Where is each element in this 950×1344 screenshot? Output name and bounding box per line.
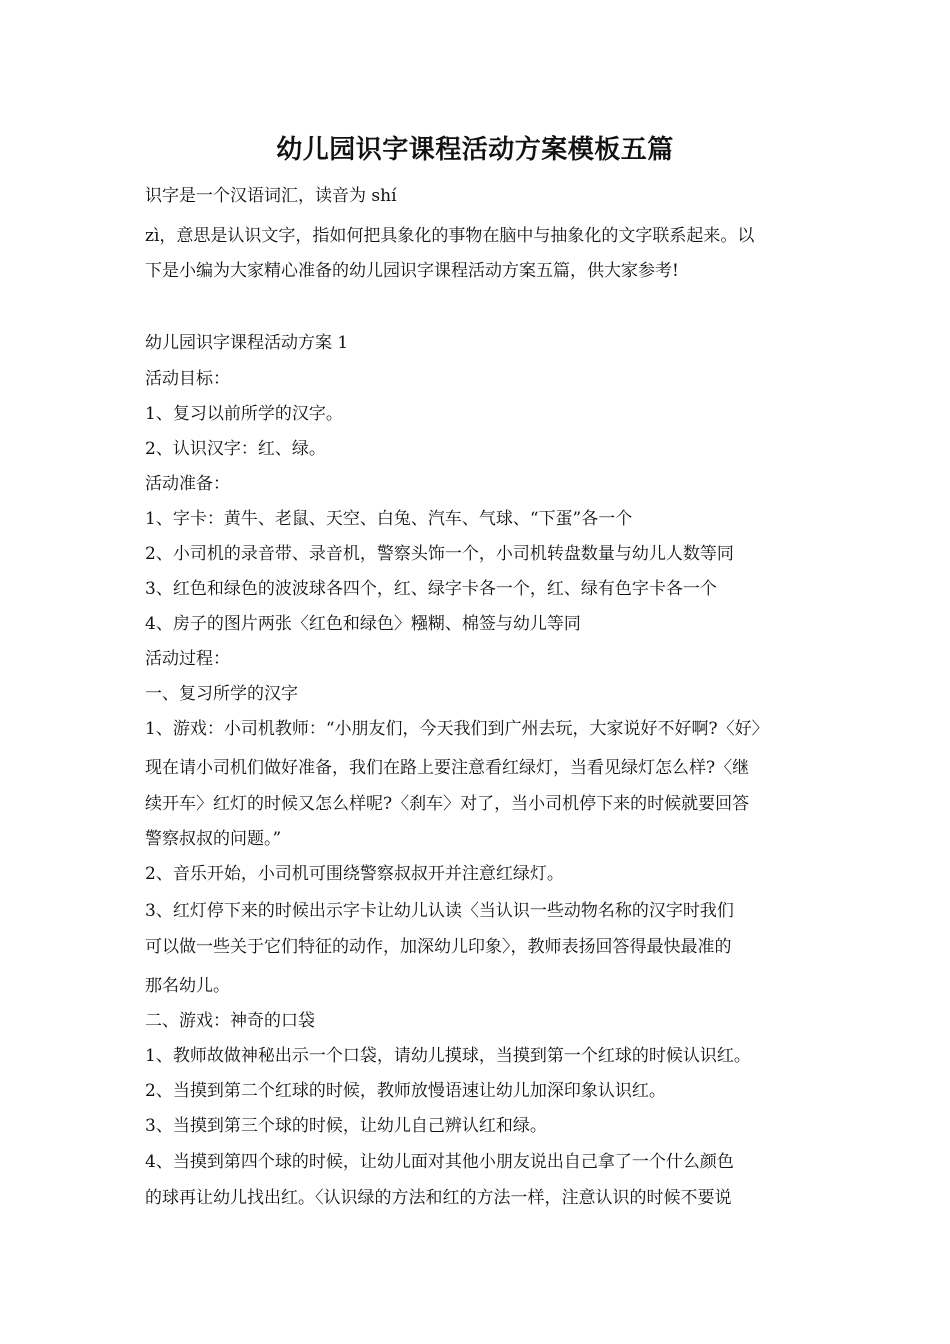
intro-line-3: 下是小编为大家精心准备的幼儿园识字课程活动方案五篇，供大家参考!	[145, 261, 679, 281]
text-line: 4、房子的图片两张〈红色和绿色〉糨糊、棉签与幼儿等同	[145, 614, 581, 634]
text-line: 1、游戏：小司机教师：“小朋友们，今天我们到广州去玩，大家说好不好啊?〈好〉	[145, 719, 769, 739]
text-line: 2、音乐开始，小司机可围绕警察叔叔开并注意红绿灯。	[145, 864, 564, 884]
text-line: 2、小司机的录音带、录音机，警察头饰一个，小司机转盘数量与幼儿人数等同	[145, 544, 734, 564]
intro-line-1: 识字是一个汉语词汇，读音为 shí	[145, 186, 397, 206]
text-line: 1、教师故做神秘出示一个口袋，请幼儿摸球，当摸到第一个红球的时候认识红。	[145, 1046, 751, 1066]
text-line: 2、当摸到第二个红球的时候，教师放慢语速让幼儿加深印象认识红。	[145, 1081, 666, 1101]
text-line: 的球再让幼儿找出红。〈认识绿的方法和红的方法一样，注意认识的时候不要说	[145, 1188, 732, 1208]
intro-line-2: zì，意思是认识文字，指如何把具象化的事物在脑中与抽象化的文字联系起来。以	[145, 226, 755, 246]
text-line: 1、复习以前所学的汉字。	[145, 404, 343, 424]
text-line: 4、当摸到第四个球的时候，让幼儿面对其他小朋友说出自己拿了一个什么颜色	[145, 1152, 734, 1172]
text-line: 那名幼儿。	[145, 976, 230, 996]
text-line: 一、复习所学的汉字	[145, 684, 298, 704]
text-line: 警察叔叔的问题。”	[145, 829, 282, 849]
document-title: 幼儿园识字课程活动方案模板五篇	[276, 135, 674, 165]
text-line: 3、红灯停下来的时候出示字卡让幼儿认读〈当认识一些动物名称的汉字时我们	[145, 901, 734, 921]
text-line: 可以做一些关于它们特征的动作，加深幼儿印象〉，教师表扬回答得最快最准的	[145, 937, 732, 957]
text-line: 现在请小司机们做好准备，我们在路上要注意看红绿灯，当看见绿灯怎么样?〈继	[145, 758, 750, 778]
text-line: 3、红色和绿色的波波球各四个，红、绿字卡各一个，红、绿有色字卡各一个	[145, 579, 717, 599]
section-heading: 幼儿园识字课程活动方案 1	[145, 333, 349, 353]
text-line: 活动准备：	[145, 474, 230, 494]
text-line: 活动目标：	[145, 369, 230, 389]
text-line: 2、认识汉字：红、绿。	[145, 439, 326, 459]
text-line: 1、字卡：黄牛、老鼠、天空、白兔、汽车、气球、“下蛋”各一个	[145, 509, 633, 529]
text-line: 续开车〉红灯的时候又怎么样呢?〈刹车〉对了，当小司机停下来的时候就要回答	[145, 794, 750, 814]
text-line: 二、游戏：神奇的口袋	[145, 1011, 315, 1031]
text-line: 3、当摸到第三个球的时候，让幼儿自己辨认红和绿。	[145, 1116, 547, 1136]
text-line: 活动过程：	[145, 649, 230, 669]
